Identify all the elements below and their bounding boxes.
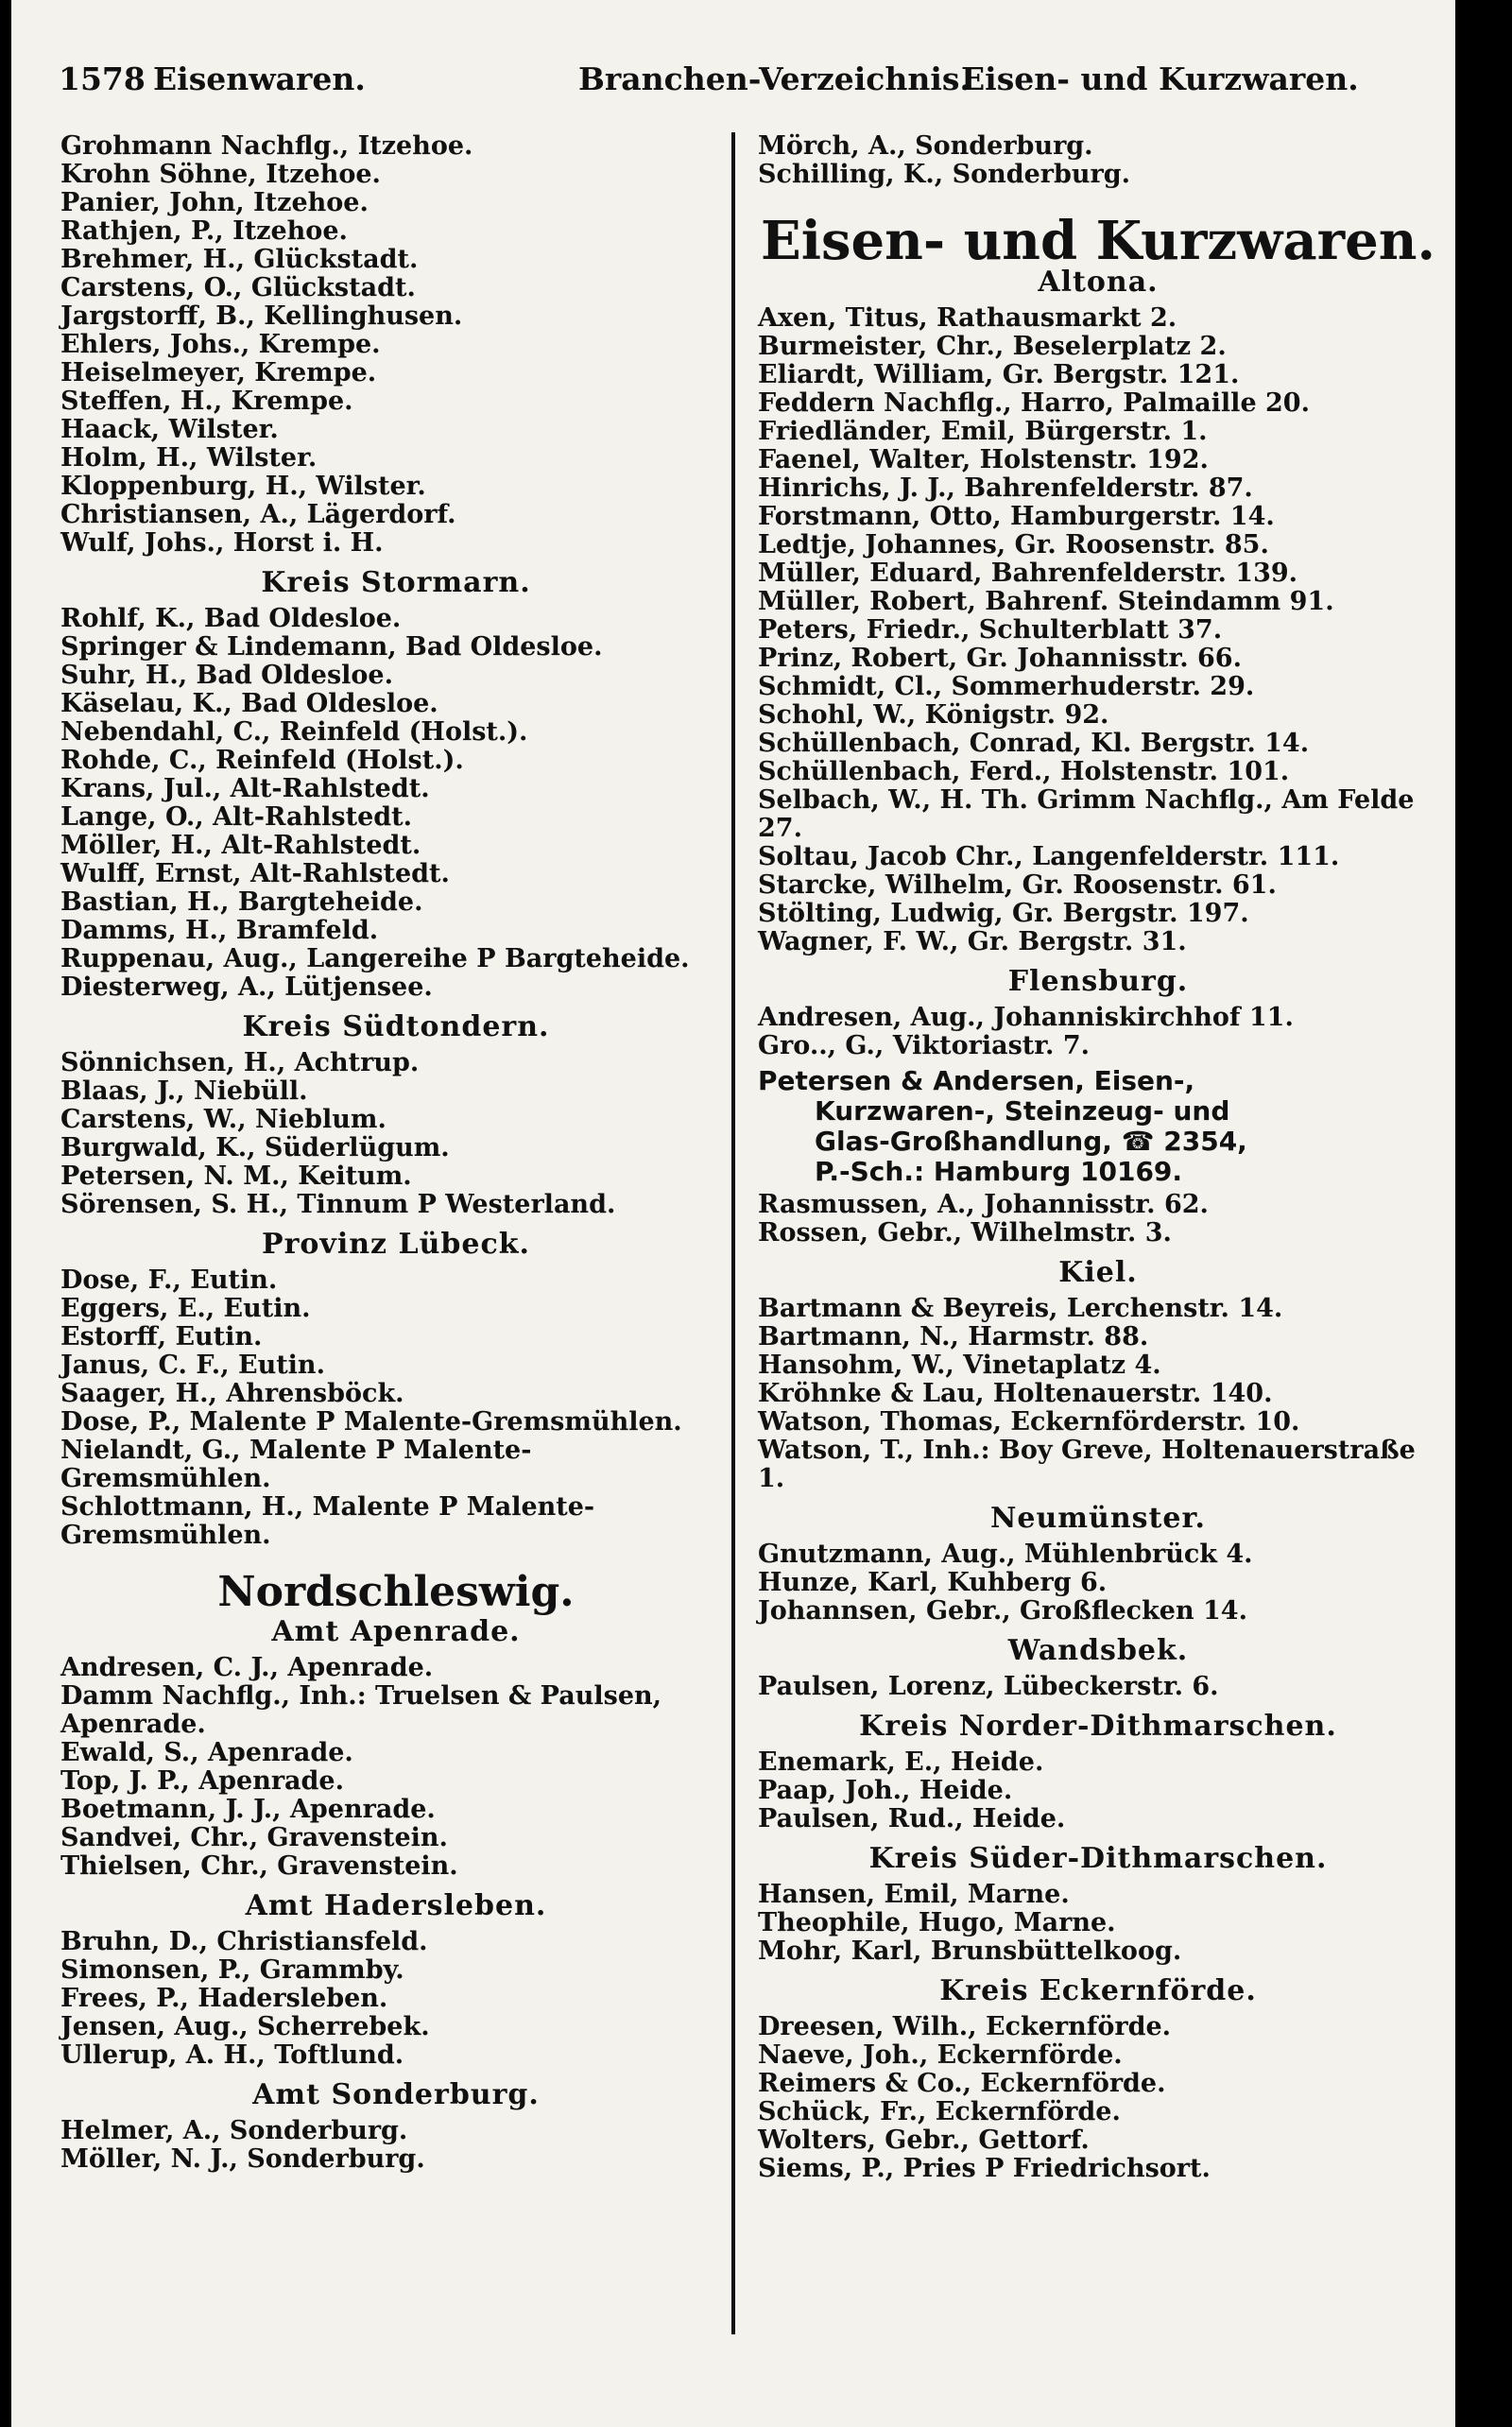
list-item: Schlottmann, H., Malente P Malente-Gremsmühlen. bbox=[60, 1492, 595, 1550]
list-item: Brehmer, H., Glückstadt. bbox=[60, 245, 419, 274]
list-item: Schück, Fr., Eckernförde. bbox=[758, 2097, 1121, 2126]
list-item: Watson, T., Inh.: Boy Greve, Holtenauerstraße 1. bbox=[758, 1436, 1416, 1493]
luebeck-list bbox=[60, 1266, 731, 1550]
list-item: Müller, Robert, Bahrenf. Steindamm 91. bbox=[758, 587, 1334, 616]
sonderburg-list bbox=[60, 2117, 731, 2174]
list-item: Ewald, S., Apenrade. bbox=[60, 1738, 353, 1767]
section-heading-suedtondern: Kreis Südtondern. bbox=[242, 1010, 550, 1043]
kiel-list bbox=[758, 1295, 1438, 1493]
section-heading-sonderburg: Amt Sonderburg. bbox=[252, 2078, 540, 2111]
list-item: Boetmann, J. J., Apenrade. bbox=[60, 1795, 436, 1824]
eckernfoerde-list bbox=[758, 2013, 1438, 2183]
list-item: Andresen, C. J., Apenrade. bbox=[60, 1653, 434, 1682]
list-item: Paap, Joh., Heide. bbox=[758, 1776, 1013, 1805]
list-item: Petersen, N. M., Keitum. bbox=[60, 1162, 412, 1191]
list-item: Paulsen, Lorenz, Lübeckerstr. 6. bbox=[758, 1672, 1219, 1701]
list-item: Rathjen, P., Itzehoe. bbox=[60, 216, 348, 246]
neumuenster-list bbox=[758, 1541, 1438, 1626]
list-item: Krohn Söhne, Itzehoe. bbox=[60, 160, 381, 189]
section-heading-nordschleswig: Nordschleswig. bbox=[217, 1568, 575, 1616]
list-item: Dose, P., Malente P Malente-Gremsmühlen. bbox=[60, 1407, 682, 1437]
page-number: 1578 bbox=[59, 60, 146, 97]
ad-line-3: Glas-Großhandlung, ☎ 2354, bbox=[815, 1126, 1247, 1157]
list-item: Grohmann Nachflg., Itzehoe. bbox=[60, 131, 473, 161]
left-running-title: Eisenwaren. bbox=[153, 60, 366, 97]
list-item: Janus, C. F., Eutin. bbox=[60, 1351, 325, 1380]
left-column bbox=[60, 132, 731, 2174]
left-top-list bbox=[60, 132, 731, 558]
section-heading-wandsbek: Wandsbek. bbox=[1007, 1634, 1189, 1667]
list-item: Thielsen, Chr., Gravenstein. bbox=[60, 1851, 458, 1881]
list-item: Rossen, Gebr., Wilhelmstr. 3. bbox=[758, 1218, 1172, 1248]
list-item: Sönnichsen, H., Achtrup. bbox=[60, 1048, 420, 1077]
list-item: Heiselmeyer, Krempe. bbox=[60, 358, 377, 387]
section-heading-norderdithmarschen: Kreis Norder-Dithmarschen. bbox=[859, 1710, 1337, 1743]
list-item: Damm Nachflg., Inh.: Truelsen & Paulsen, Apenrade. bbox=[60, 1681, 662, 1739]
list-item: Top, J. P., Apenrade. bbox=[60, 1766, 345, 1796]
list-item: Carstens, W., Nieblum. bbox=[60, 1105, 387, 1134]
list-item: Kloppenburg, H., Wilster. bbox=[60, 472, 426, 501]
list-item: Feddern Nachflg., Harro, Palmaille 20. bbox=[758, 388, 1310, 418]
list-item: Hunze, Karl, Kuhberg 6. bbox=[758, 1568, 1108, 1597]
list-item: Nebendahl, C., Reinfeld (Holst.). bbox=[60, 717, 528, 747]
list-item: Holm, H., Wilster. bbox=[60, 443, 318, 473]
list-item: Siems, P., Pries P Friedrichsort. bbox=[758, 2154, 1211, 2183]
flensburg-list bbox=[758, 1004, 1438, 1248]
list-item: Carstens, O., Glückstadt. bbox=[60, 273, 416, 302]
list-item: Starcke, Wilhelm, Gr. Roosenstr. 61. bbox=[758, 870, 1277, 900]
list-item: Frees, P., Hadersleben. bbox=[60, 1984, 388, 2013]
list-item: Möller, N. J., Sonderburg. bbox=[60, 2144, 425, 2174]
list-item: Wulff, Ernst, Alt-Rahlstedt. bbox=[60, 859, 450, 888]
apenrade-list bbox=[60, 1654, 731, 1881]
center-running-title: Branchen-Verzeichnis. bbox=[578, 60, 971, 97]
main-heading: Eisen- und Kurzwaren. bbox=[761, 210, 1435, 272]
list-item: Lange, O., Alt-Rahlstedt. bbox=[60, 802, 413, 832]
list-item: Blaas, J., Niebüll. bbox=[60, 1076, 308, 1106]
list-item: Faenel, Walter, Holstenstr. 192. bbox=[758, 445, 1209, 474]
list-item: Bastian, H., Bargteheide. bbox=[60, 887, 423, 917]
list-item: Gnutzmann, Aug., Mühlenbrück 4. bbox=[758, 1540, 1253, 1569]
list-item: Dose, F., Eutin. bbox=[60, 1265, 278, 1295]
list-item: Ehlers, Johs., Krempe. bbox=[60, 330, 381, 359]
list-item: Bartmann & Beyreis, Lerchenstr. 14. bbox=[758, 1294, 1283, 1323]
list-item: Johannsen, Gebr., Großflecken 14. bbox=[758, 1596, 1247, 1626]
ad-line-2: Kurzwaren-, Steinzeug- und bbox=[815, 1095, 1230, 1127]
list-item: Theophile, Hugo, Marne. bbox=[758, 1908, 1116, 1937]
list-item: Hinrichs, J. J., Bahrenfelderstr. 87. bbox=[758, 473, 1253, 503]
list-item: Schüllenbach, Ferd., Holstenstr. 101. bbox=[758, 757, 1290, 786]
section-heading-altona: Altona. bbox=[1038, 266, 1159, 299]
ad-line-4: P.-Sch.: Hamburg 10169. bbox=[815, 1156, 1183, 1187]
wandsbek-list bbox=[758, 1673, 1438, 1701]
list-item: Naeve, Joh., Eckernförde. bbox=[758, 2040, 1123, 2070]
list-item: Steffen, H., Krempe. bbox=[60, 387, 353, 416]
list-item: Krans, Jul., Alt-Rahlstedt. bbox=[60, 774, 430, 803]
list-item: Rohde, C., Reinfeld (Holst.). bbox=[60, 746, 464, 775]
section-heading-stormarn: Kreis Stormarn. bbox=[261, 566, 531, 599]
list-item: Estorff, Eutin. bbox=[60, 1322, 263, 1351]
right-running-title: Eisen- und Kurzwaren. bbox=[961, 60, 1359, 97]
list-item: Wagner, F. W., Gr. Bergstr. 31. bbox=[758, 927, 1187, 956]
list-item: Diesterweg, A., Lütjensee. bbox=[60, 973, 433, 1002]
list-item: Enemark, E., Heide. bbox=[758, 1747, 1044, 1777]
list-item: Jargstorff, B., Kellinghusen. bbox=[60, 301, 463, 331]
list-item: Watson, Thomas, Eckernförderstr. 10. bbox=[758, 1407, 1300, 1437]
section-heading-flensburg: Flensburg. bbox=[1007, 965, 1189, 998]
page-header bbox=[59, 60, 1359, 117]
list-item: Sandvei, Chr., Gravenstein. bbox=[60, 1823, 448, 1852]
page-edge-shadow bbox=[1455, 0, 1484, 2427]
list-item: Bruhn, D., Christiansfeld. bbox=[60, 1927, 428, 1956]
list-item: Hansohm, W., Vinetaplatz 4. bbox=[758, 1351, 1161, 1380]
list-item: Eliardt, William, Gr. Bergstr. 121. bbox=[758, 360, 1240, 389]
list-item: Panier, John, Itzehoe. bbox=[60, 188, 369, 217]
list-item: Forstmann, Otto, Hamburgerstr. 14. bbox=[758, 502, 1275, 531]
list-item: Wulf, Johs., Horst i. H. bbox=[60, 528, 384, 558]
list-item: Möller, H., Alt-Rahlstedt. bbox=[60, 831, 421, 860]
list-item: Ledtje, Johannes, Gr. Roosenstr. 85. bbox=[758, 530, 1269, 559]
list-item: Schilling, K., Sonderburg. bbox=[758, 160, 1131, 189]
list-item: Springer & Lindemann, Bad Oldesloe. bbox=[60, 632, 603, 662]
list-item: Sörensen, S. H., Tinnum P Westerland. bbox=[60, 1190, 616, 1219]
list-item: Rasmussen, A., Johannisstr. 62. bbox=[758, 1190, 1209, 1219]
right-top-list bbox=[758, 132, 1438, 189]
directory-page bbox=[11, 0, 1484, 2427]
advertisement-entry bbox=[758, 1066, 1438, 1187]
list-item: Nielandt, G., Malente P Malente-Gremsmühlen. bbox=[60, 1436, 532, 1493]
list-item: Wolters, Gebr., Gettorf. bbox=[758, 2126, 1090, 2155]
suederdithmarschen-list bbox=[758, 1881, 1438, 1966]
list-item: Jensen, Aug., Scherrebek. bbox=[60, 2012, 430, 2041]
list-item: Saager, H., Ahrensböck. bbox=[60, 1379, 404, 1408]
section-heading-eckernfoerde: Kreis Eckernförde. bbox=[939, 1974, 1257, 2007]
list-item: Simonsen, P., Grammby. bbox=[60, 1955, 404, 1985]
list-item: Mörch, A., Sonderburg. bbox=[758, 131, 1093, 161]
altona-list bbox=[758, 304, 1438, 956]
list-item: Schmidt, Cl., Sommerhuderstr. 29. bbox=[758, 672, 1255, 701]
list-item: Prinz, Robert, Gr. Johannisstr. 66. bbox=[758, 644, 1242, 673]
section-heading-apenrade: Amt Apenrade. bbox=[271, 1615, 521, 1648]
list-item: Andresen, Aug., Johanniskirchhof 11. bbox=[758, 1003, 1294, 1032]
list-item: Kröhnke & Lau, Holtenauerstr. 140. bbox=[758, 1379, 1273, 1408]
list-item: Ruppenau, Aug., Langereihe P Bargteheide. bbox=[60, 944, 690, 973]
list-item: Burgwald, K., Süderlügum. bbox=[60, 1133, 450, 1162]
list-item: Peters, Friedr., Schulterblatt 37. bbox=[758, 615, 1223, 645]
stormarn-list bbox=[60, 605, 731, 1002]
column-divider bbox=[731, 132, 735, 2334]
list-item: Eggers, E., Eutin. bbox=[60, 1294, 311, 1323]
list-item: Helmer, A., Sonderburg. bbox=[60, 2116, 408, 2145]
list-item: Müller, Eduard, Bahrenfelderstr. 139. bbox=[758, 559, 1298, 588]
list-item: Soltau, Jacob Chr., Langenfelderstr. 111. bbox=[758, 842, 1340, 871]
list-item: Käselau, K., Bad Oldesloe. bbox=[60, 689, 438, 718]
list-item: Hansen, Emil, Marne. bbox=[758, 1880, 1070, 1909]
list-item: Friedländer, Emil, Bürgerstr. 1. bbox=[758, 417, 1208, 446]
list-item: Gro.., G., Viktoriastr. 7. bbox=[758, 1031, 1091, 1060]
list-item: Burmeister, Chr., Beselerplatz 2. bbox=[758, 332, 1227, 361]
list-item: Axen, Titus, Rathausmarkt 2. bbox=[758, 303, 1177, 333]
section-heading-luebeck: Provinz Lübeck. bbox=[262, 1228, 530, 1261]
list-item: Ullerup, A. H., Toftlund. bbox=[60, 2040, 404, 2070]
list-item: Stölting, Ludwig, Gr. Bergstr. 197. bbox=[758, 899, 1249, 928]
list-item: Bartmann, N., Harmstr. 88. bbox=[758, 1322, 1149, 1351]
list-item: Rohlf, K., Bad Oldesloe. bbox=[60, 604, 402, 633]
list-item: Schohl, W., Königstr. 92. bbox=[758, 700, 1109, 730]
list-item: Schüllenbach, Conrad, Kl. Bergstr. 14. bbox=[758, 729, 1310, 758]
list-item: Mohr, Karl, Brunsbüttelkoog. bbox=[758, 1936, 1182, 1966]
section-heading-suederdithmarschen: Kreis Süder-Dithmarschen. bbox=[868, 1842, 1328, 1875]
suedtondern-list bbox=[60, 1049, 731, 1219]
list-item: Suhr, H., Bad Oldesloe. bbox=[60, 661, 394, 690]
hadersleben-list bbox=[60, 1928, 731, 2070]
ad-line-1: Petersen & Andersen, Eisen-, bbox=[758, 1065, 1195, 1096]
list-item: Selbach, W., H. Th. Grimm Nachflg., Am Felde 27. bbox=[758, 785, 1415, 843]
section-heading-neumuenster: Neumünster. bbox=[989, 1502, 1207, 1535]
section-heading-kiel: Kiel. bbox=[1058, 1256, 1138, 1289]
list-item: Haack, Wilster. bbox=[60, 415, 279, 444]
list-item: Paulsen, Rud., Heide. bbox=[758, 1804, 1066, 1833]
right-column bbox=[758, 132, 1438, 2183]
list-item: Christiansen, A., Lägerdorf. bbox=[60, 500, 456, 529]
list-item: Dreesen, Wilh., Eckernförde. bbox=[758, 2012, 1172, 2041]
norderdithmarschen-list bbox=[758, 1748, 1438, 1833]
list-item: Reimers & Co., Eckernförde. bbox=[758, 2069, 1166, 2098]
section-heading-hadersleben: Amt Hadersleben. bbox=[245, 1889, 547, 1922]
list-item: Damms, H., Bramfeld. bbox=[60, 916, 379, 945]
